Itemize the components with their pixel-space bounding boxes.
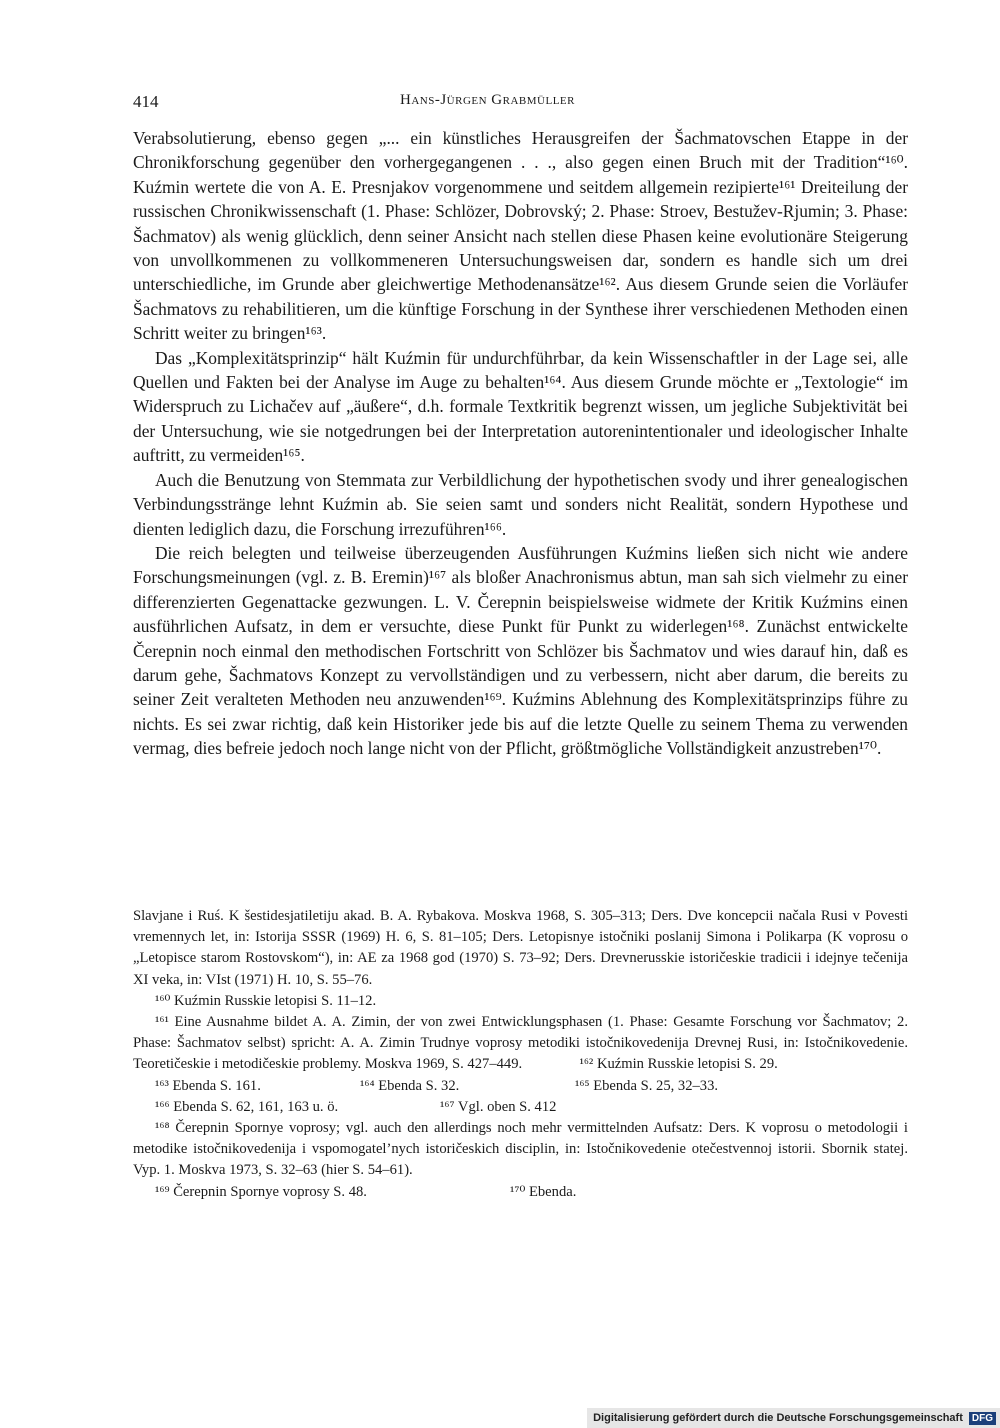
footnote-row-169-170 <box>133 1182 908 1203</box>
digitization-banner-text: Digitalisierung gefördert durch die Deutsche Forschungsgemeinschaft <box>593 1412 963 1424</box>
paragraph-1: Verabsolutierung, ebenso gegen „... ein künstliches Herausgreifen der Šachmatovschen Etappe in der Chronikforschung gegenüber den vorhergegangenen . . ., also gegen einen Bruch mit der Tradition“¹⁶⁰. Kuźmin wertete die von A. E. Presnjakov vorgenommene und seitdem allgemein rezipierte¹⁶¹ Dreiteilung der russischen Chronikwissenschaft (1. Phase: Schlözer, Dobrovský; 2. Phase: Stroev, Bestužev-Rjumin; 3. Phase: Šachmatov) als wenig glücklich, denn seiner Ansicht nach stellen diese Phasen keine evolutionäre Steigerung von unvollkommenen zu vollkommeneren Untersuchungsweisen dar, sondern es handle sich um drei unterschiedliche, im Grunde aber gleichwertige Methodenansätze¹⁶². Aus diesem Grunde seien die Vorläufer Šachmatovs zu rehabilitieren, um die künftige Forschung in der Synthese ihrer verschiedenen Methoden einen Schritt weiter zu bringen¹⁶³. <box>133 128 908 344</box>
footnote-167: ¹⁶⁷ Vgl. oben S. 412 <box>440 1098 557 1115</box>
dfg-logo-icon: DFG <box>969 1412 996 1425</box>
footnote-161-text: ¹⁶¹ Eine Ausnahme bildet A. A. Zimin, der von zwei Entwicklungsphasen (1. Phase: Gesamte Forschung vor Šachmatov; 2. Phase: Šachmatov selbst) spricht: A. A. Zimin Trudnye voprosy metodiki istočnikovedenija Drevnej Rusi, in: Istočnikovedenie. Teoretičeskie i metodičeskie problemy. Moskva 1969, S. 427–449. <box>133 1014 908 1073</box>
paragraph-2: Das „Komplexitätsprinzip“ hält Kuźmin für undurchführbar, da kein Wissenschaftler in der Lage sei, alle Quellen und Fakten bei der Analyse im Auge zu behalten¹⁶⁴. Aus diesem Grunde möchte er „Textologie“ im Widerspruch zu Lichačev auf „äußere“, d.h. formale Textkritik begrenzt wissen, um jegliche Subjektivität bei der Untersuchung, wie sie notgedrungen bei der Interpretation autorenintentionaler und ideologischer Inhalte auftritt, zu vermeiden¹⁶⁵. <box>133 347 908 466</box>
footnote-continuation: Slavjane i Ruś. K šestidesjatiletiju akad. B. A. Rybakova. Moskva 1968, S. 305–313; Ders. Dve koncepcii načala Rusi v Povesti vremennych let, in: Istorija SSSR (1969) H. 6, S. 81–105; Ders. Letopisnye istočniki poslanij Simona i Polikarpa (K voprosu o „Letopisce starom Rostovskom“), in: AE za 1968 god (1970) S. 73–92; Ders. Drevnerusskie istoričeskie tradicii i idejnye tečenija XI veka, in: VIst (1971) H. 10, S. 55–76. <box>133 908 908 988</box>
running-head: Hans-Jürgen Grabmüller <box>400 92 575 108</box>
footnote-170: ¹⁷⁰ Ebenda. <box>510 1183 577 1200</box>
footnote-row-166-167 <box>133 1097 908 1118</box>
paragraph-3: Auch die Benutzung von Stemmata zur Verbildlichung der hypothetischen svody und ihrer genealogischen Verbindungsstränge lehnt Kuźmin ab. Sie seien samt und sonders nicht Realität, sondern Hypothese und dienten lediglich dazu, die Forschung irrezuführen¹⁶⁶. <box>133 469 908 539</box>
footnote-row-163-165 <box>133 1076 908 1097</box>
footnote-165: ¹⁶⁵ Ebenda S. 25, 32–33. <box>575 1077 719 1094</box>
footnote-162: ¹⁶² Kuźmin Russkie letopisi S. 29. <box>579 1056 778 1073</box>
footnote-161 <box>133 1012 908 1076</box>
footnote-168: ¹⁶⁸ Čerepnin Spornye voprosy; vgl. auch den allerdings noch mehr vermittelnden Aufsatz: Ders. K voprosu o metodologii i metodike istočnikovedenija i vspomogatel’nych istoričeskich disciplin, in: Istočnikovedenie otečestvennoj istorii. Sbornik statej. Vyp. 1. Moskva 1973, S. 32–63 (hier S. 54–61). <box>133 1120 908 1179</box>
footnote-163: ¹⁶³ Ebenda S. 161. <box>155 1077 261 1094</box>
footnote-169: ¹⁶⁹ Čerepnin Spornye voprosy S. 48. <box>155 1183 367 1200</box>
main-text <box>133 126 908 761</box>
footnote-164: ¹⁶⁴ Ebenda S. 32. <box>360 1077 460 1094</box>
footnote-160: ¹⁶⁰ Kuźmin Russkie letopisi S. 11–12. <box>155 992 377 1009</box>
page-number: 414 <box>133 92 159 111</box>
paragraph-4: Die reich belegten und teilweise überzeugenden Ausführungen Kuźmins ließen sich nicht wie andere Forschungsmeinungen (vgl. z. B. Eremin)¹⁶⁷ als bloßer Anachronismus abtun, man sah sich vielmehr zu einer differenzierten Gegenattacke gezwungen. L. V. Čerepnin beispielsweise widmete der Kritik Kuźmins einen ausführlichen Aufsatz, in dem er versuchte, diese Punkt für Punkt zu widerlegen¹⁶⁸. Zunächst entwickelte Čerepnin noch einmal den methodischen Fortschritt von Schlözer bis Šachmatov und wies darauf hin, daß es darum gehe, Šachmatovs Konzept zu vervollständigen und zu verbessern, nicht aber darum, die bereits zu seiner Zeit veralteten Methoden neu anzuwenden¹⁶⁹. Kuźmins Ablehnung des Komplexitätsprinzips führe zu nichts. Es sei zwar richtig, daß kein Historiker jede bis auf die letzte Quelle zu seinem Thema zu verwenden vermag, dies befreie jedoch noch lange nicht von der Pflicht, größtmögliche Vollständigkeit anzustreben¹⁷⁰. <box>133 542 908 759</box>
digitization-banner <box>587 1408 1000 1428</box>
footnotes <box>133 906 908 1203</box>
footnote-166: ¹⁶⁶ Ebenda S. 62, 161, 163 u. ö. <box>155 1098 339 1115</box>
